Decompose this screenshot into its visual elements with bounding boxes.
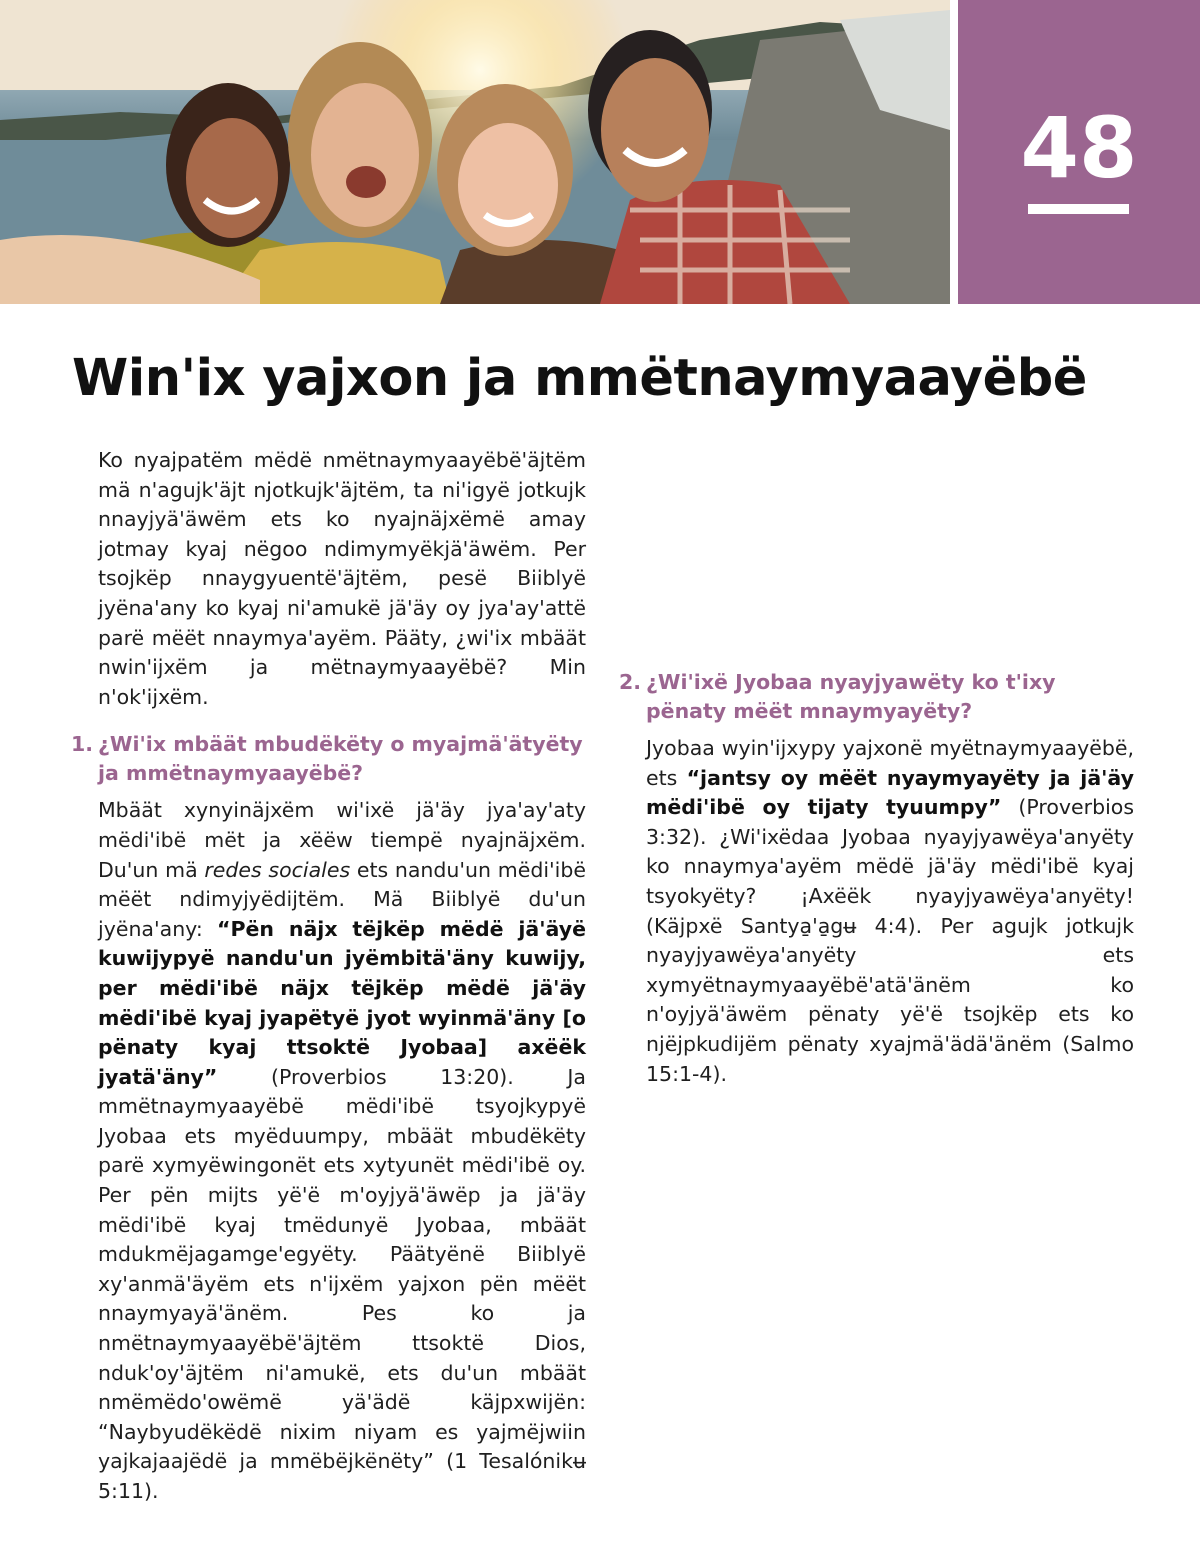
page-title: Win'ix yajxon ja mmëtnaymyaayëbë (72, 349, 1087, 408)
section-1-text-a: Mbäät xynyinäjxëm wi'ixë jä'äy jya'ay'aty mëdi'ibë mët ja xëëw tiempë nyajnäjxëm. Du'un mä (98, 798, 586, 882)
section-1-quote: “Pën näjx tëjkëp mëdë jä'äyë kuwijypyë nandu'un jyëmbitä'äny kuwijy, per mëdi'ibë näjx tëjkëp mëdë jä'äy mëdi'ibë kyaj jyapëtyë jyot wyinmä'äny [o pënaty kyaj ttsoktë Jyobaa] axëëk jyatä'äny” (98, 916, 587, 1089)
section-2-text-a: Jyobaa wyin'ijxypy yajxonë myëtnaymyaayëbë, ets (646, 736, 1134, 790)
section-1-number: 1. (71, 732, 94, 757)
section-1-heading-text: ¿Wi'ix mbäät mbudëkëty o myajmä'ätyëty ja mmëtnaymyaayëbë? (98, 732, 583, 786)
intro-paragraph: Ko nyajpatëm mëdë nmëtnaymyaayëbë'äjtëm mä n'agujk'äjt njotkujk'äjtëm, ta ni'igyë jotkujk nnayjyä'äwëm ets ko nyajnäjxëmë amay jotmay kyaj nëgoo ndimymyëkjä'äwëm. Per tsojkëp nnaygyuentë'äjtëm, pesë Biiblyë jyëna'any ko kyaj ni'amukë jä'äy oy jya'ay'attë parë mëët nnaymya'ayëm. Pääty, ¿wi'ix mbäät nwin'ijxëm ja mëtnaymyaayëbë? Min n'ok'ijxëm. (98, 448, 586, 709)
section-1-text-b: ets nandu'un mëdi'ibë mëët ndimyjyëdijtëm. Mä Biiblyë du'un jyëna'any: (98, 857, 586, 941)
section-2-heading (619, 668, 1134, 726)
lesson-number-badge (958, 0, 1200, 304)
section-1-paragraph (98, 796, 586, 1506)
hero-photo (0, 0, 950, 304)
section-2 (619, 668, 1135, 1089)
badge-underline (1028, 204, 1129, 214)
section-2-text-b: (Proverbios 3:32). ¿Wi'ixëdaa Jyobaa nyayjyawëya'anyëty ko nnaymya'ayëm mëdë jä'äy mëdi'ibë kyaj tsyokyëty? ¡Axëëk nyayjyawëya'anyëty! (Käjpxë Santya̱'a̱gʉ 4:4). Per agujk jotkujk nyayjyawëya'anyëty ets xymyëtnaymyaayëbë'atä'änëm ko n'oyjyä'äwëm pënaty yë'ë tsojkëp ets ko njëjpkudijëm pënaty xyajmä'ädä'änëm (Salmo 15:1-4). (646, 795, 1135, 1086)
left-column (71, 446, 587, 1507)
section-1-text-c: (Proverbios 13:20). Ja mmëtnaymyaayëbë mëdi'ibë tsyojkypyë Jyobaa ets myëduumpy, mbäät mbudëkëty parë xymyëwingonët ets xytyunët mëdi'ibë oy. Per pën mijts yë'ë m'oyjyä'äwëp ja jä'äy mëdi'ibë kyaj tmëdunyë Jyobaa, mbäät mdukmëjagamge'egyëty. Päätyënë Biiblyë xy'anmä'äyëm ets n'ijxëm yajxon pën mëët nnaymyayä'änëm. Pes ko ja nmëtnaymyaayëbë'äjtëm ttsoktë Dios, nduk'oy'äjtëm ni'amukë, ets du'un mbäät nmëmëdo'owëmë yä'ädë käjpxwijën: “Naybyudëkëdë nixim niyam es yajmëjwiin yajkajaajëdë ja mmëbëjkënëty” (1 Tesalónikʉ 5:11). (98, 1064, 586, 1503)
lesson-number: 48 (1020, 99, 1138, 197)
group-selfie-illustration (0, 0, 950, 304)
section-1-heading (71, 730, 586, 788)
section-2-number: 2. (619, 670, 642, 694)
section-2-paragraph (646, 734, 1134, 1089)
section-2-heading-text: ¿Wi'ixë Jyobaa nyayjyawëty ko t'ixy pënaty mëët mnaymyayëty? (646, 670, 1056, 723)
section-2-quote: “jantsy oy mëët nyaymyayëty ja jä'äy mëdi'ibë oy tijaty tyuumpy” (646, 765, 1134, 820)
section-1-italic: redes sociales (204, 857, 351, 882)
